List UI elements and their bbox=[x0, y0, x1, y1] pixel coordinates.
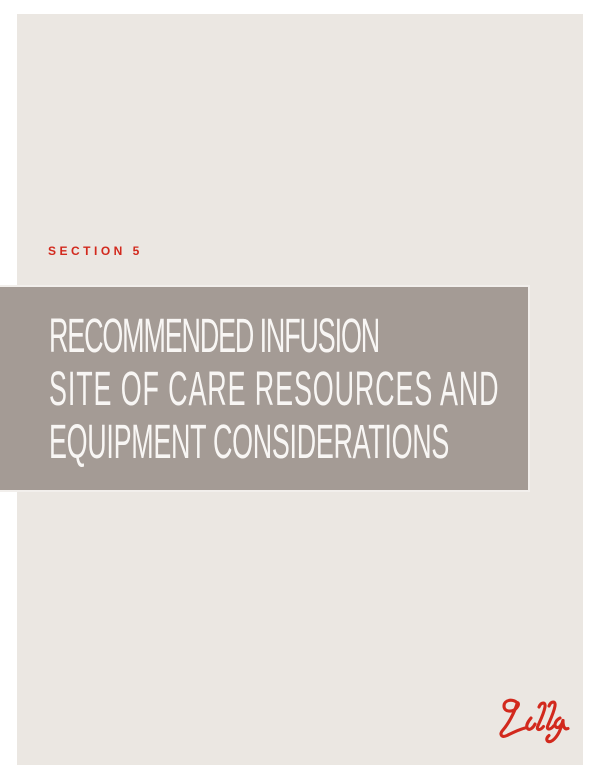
title-banner bbox=[0, 285, 530, 492]
section-label: SECTION 5 bbox=[48, 244, 143, 258]
title-line-1: RECOMMENDED INFUSION bbox=[49, 310, 380, 363]
lilly-logo bbox=[492, 696, 572, 748]
page-title bbox=[49, 310, 500, 469]
lilly-logo-icon bbox=[492, 696, 572, 748]
title-line-2: SITE OF CARE RESOURCES AND bbox=[49, 363, 500, 416]
title-line-3: EQUIPMENT CONSIDERATIONS bbox=[49, 416, 450, 469]
